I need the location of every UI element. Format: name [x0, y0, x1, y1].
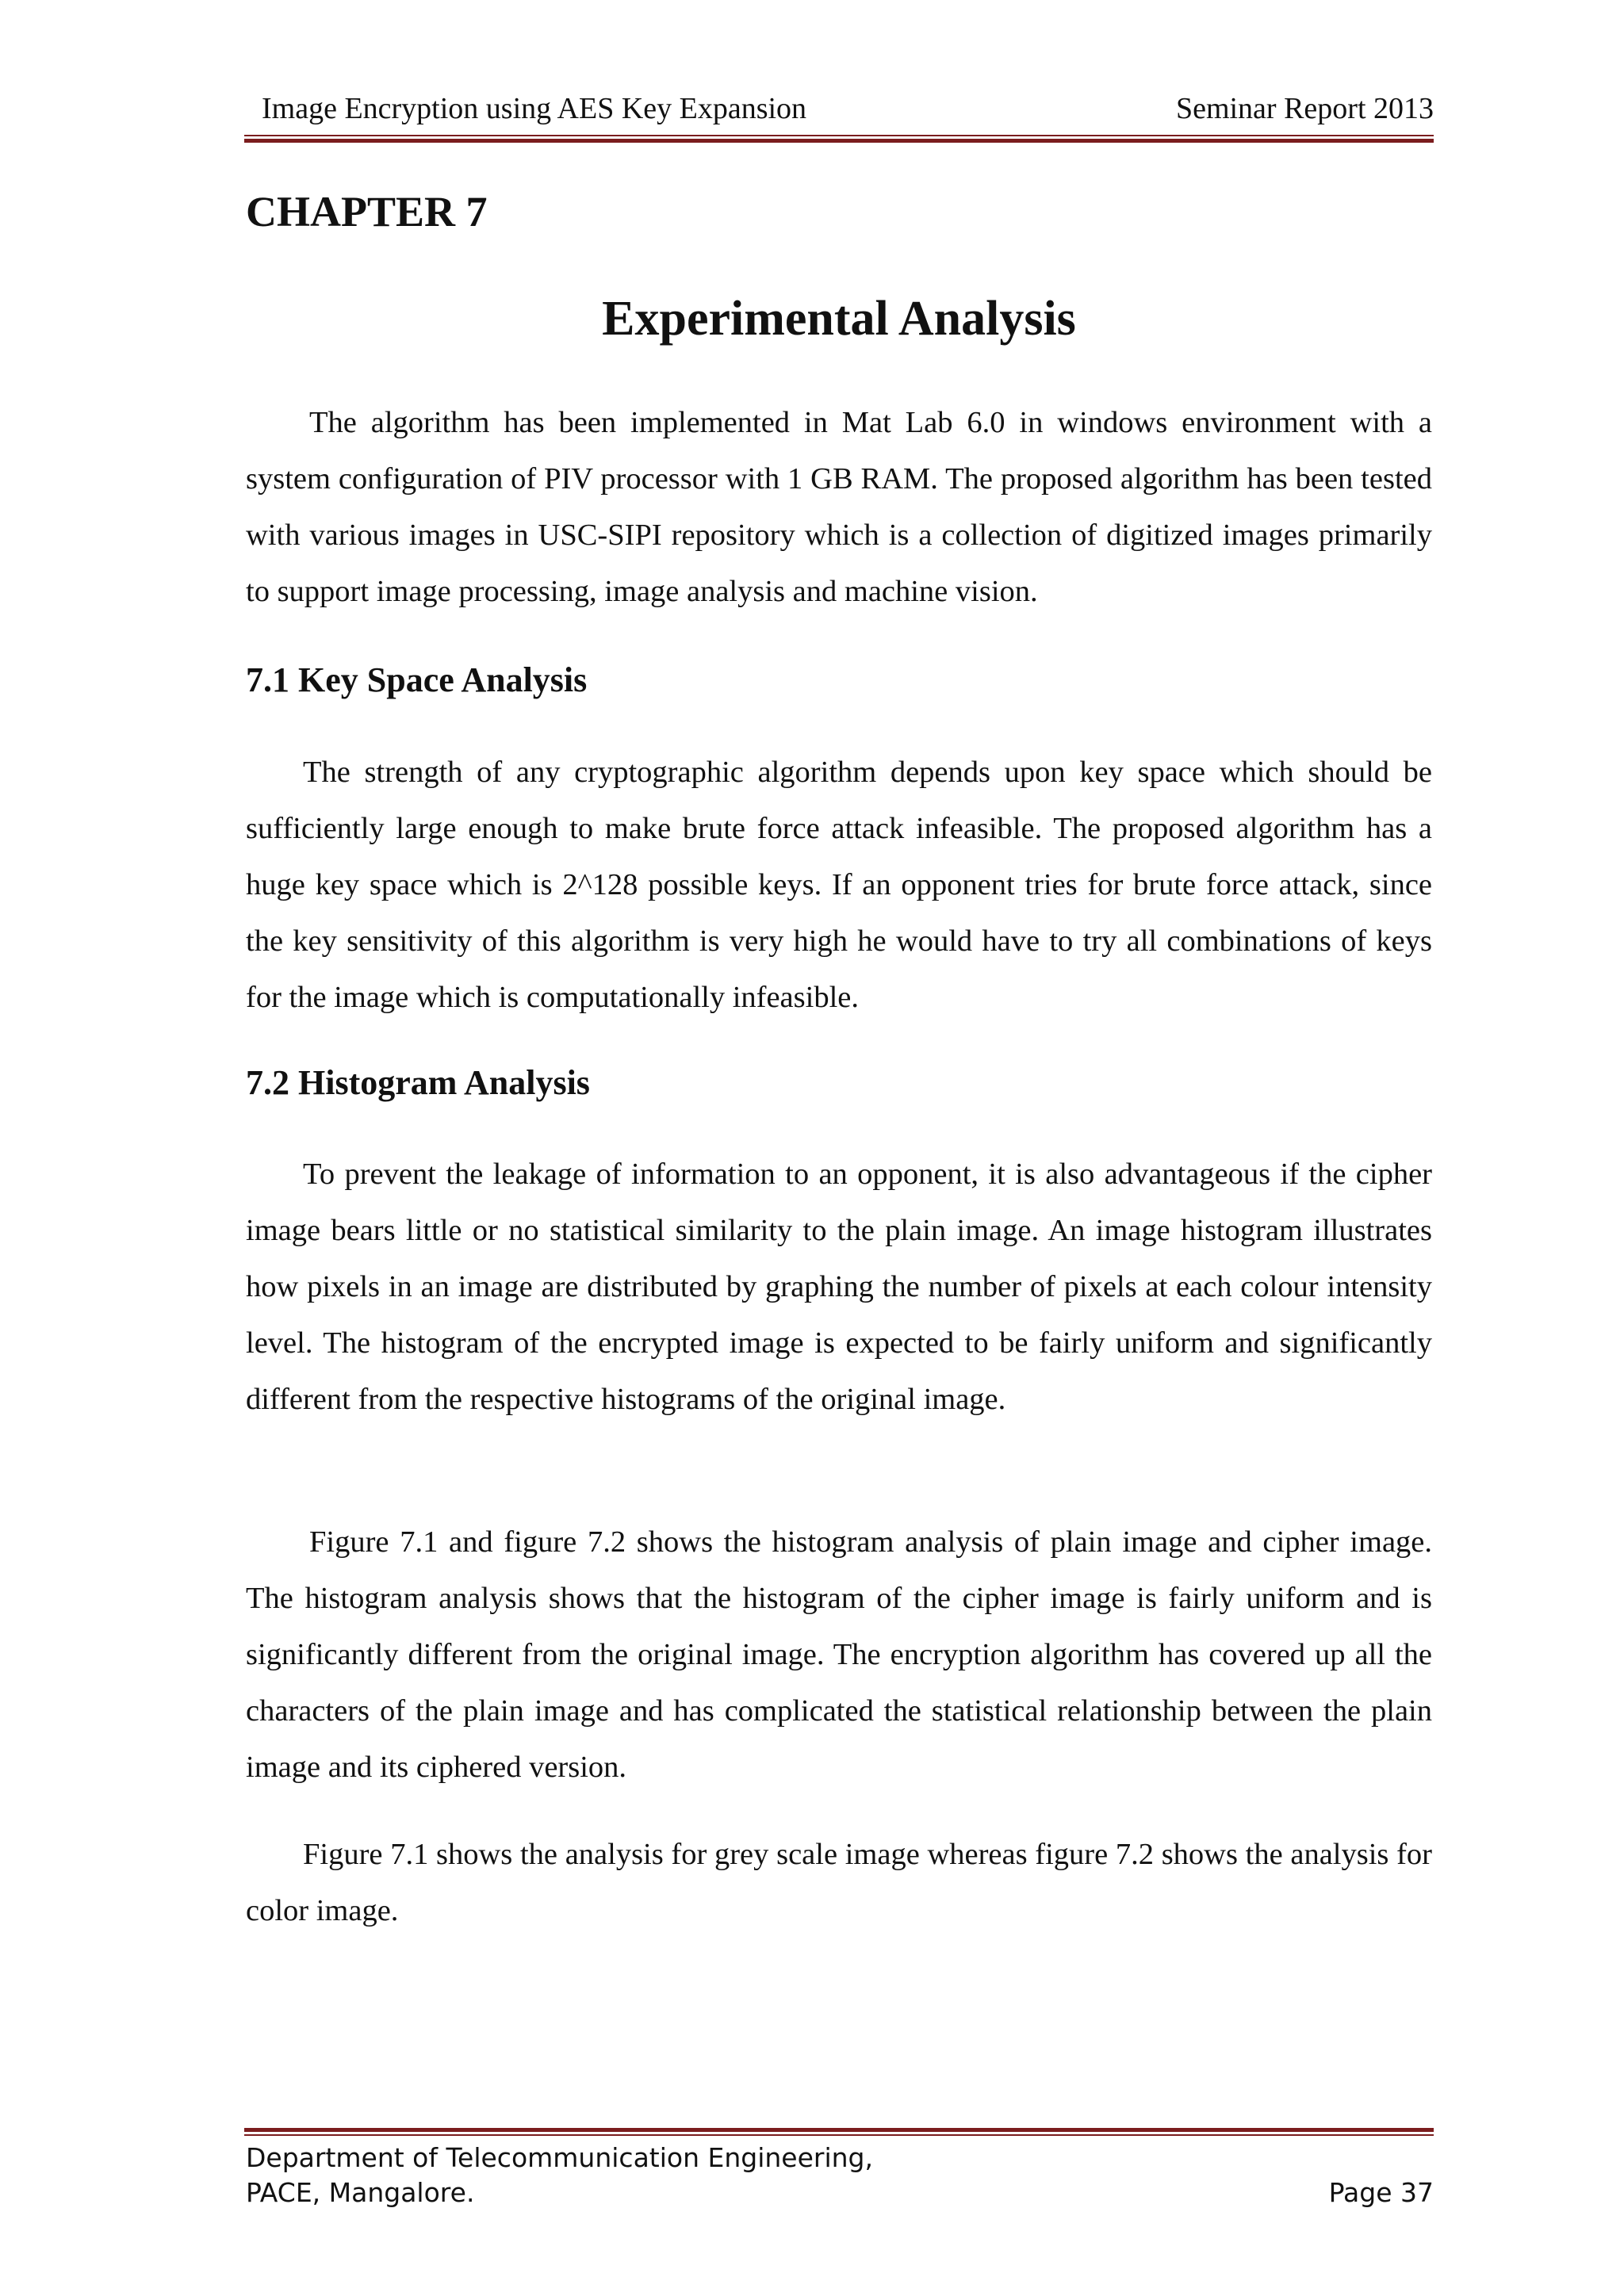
page-title: Experimental Analysis [602, 292, 1076, 346]
header-rule-upper [244, 135, 1434, 136]
header-rule-lower [244, 139, 1434, 143]
footer-institution: PACE, Mangalore. [246, 2177, 475, 2208]
footer-rule-upper [244, 2128, 1434, 2132]
footer-department: Department of Telecommunication Engineering, [246, 2142, 873, 2173]
section-title: Histogram Analysis [298, 1063, 590, 1102]
section-heading-key-space [246, 656, 587, 704]
section-title: Key Space Analysis [298, 660, 588, 699]
section-number: 7.1 [246, 660, 289, 699]
intro-paragraph: The algorithm has been implemented in Mat Lab 6.0 in windows environment with a system configuration of PIV processor with 1 GB RAM. The proposed algorithm has been tested with various images in USC-SIPI repository which is a collection of digitized images primarily to support image processing, image analysis and machine vision. [246, 406, 1432, 608]
section-number: 7.2 [246, 1063, 289, 1102]
running-header-title: Image Encryption using AES Key Expansion [262, 92, 807, 125]
histogram-paragraph-2: Figure 7.1 and figure 7.2 shows the histogram analysis of plain image and cipher image. The histogram analysis shows that the histogram of the cipher image is fairly uniform and is significantly different from the original image. The encryption algorithm has covered up all the characters of the plain image and has complicated the statistical relationship between the plain image and its ciphered version. [246, 1525, 1432, 1784]
footer-rule-lower [244, 2134, 1434, 2136]
page-number: Page 37 [1328, 2177, 1434, 2208]
histogram-paragraph-3: Figure 7.1 shows the analysis for grey scale image whereas figure 7.2 shows the analysis for color image. [246, 1838, 1432, 1927]
chapter-label: CHAPTER 7 [246, 188, 488, 235]
key-space-paragraph: The strength of any cryptographic algorithm depends upon key space which should be sufficiently large enough to make brute force attack infeasible. The proposed algorithm has a huge key space which is 2^128 possible keys. If an opponent tries for brute force attack, since the key sensitivity of this algorithm is very high he would have to try all combinations of keys for the image which is computationally infeasible. [246, 756, 1432, 1014]
running-header-report: Seminar Report 2013 [1175, 92, 1434, 125]
histogram-paragraph-1: To prevent the leakage of information to an opponent, it is also advantageous if the cipher image bears little or no statistical similarity to the plain image. An image histogram illustrates how pixels in an image are distributed by graphing the number of pixels at each colour intensity level. The histogram of the encrypted image is expected to be fairly uniform and significantly different from the respective histograms of the original image. [246, 1158, 1432, 1416]
section-heading-histogram [246, 1059, 590, 1107]
